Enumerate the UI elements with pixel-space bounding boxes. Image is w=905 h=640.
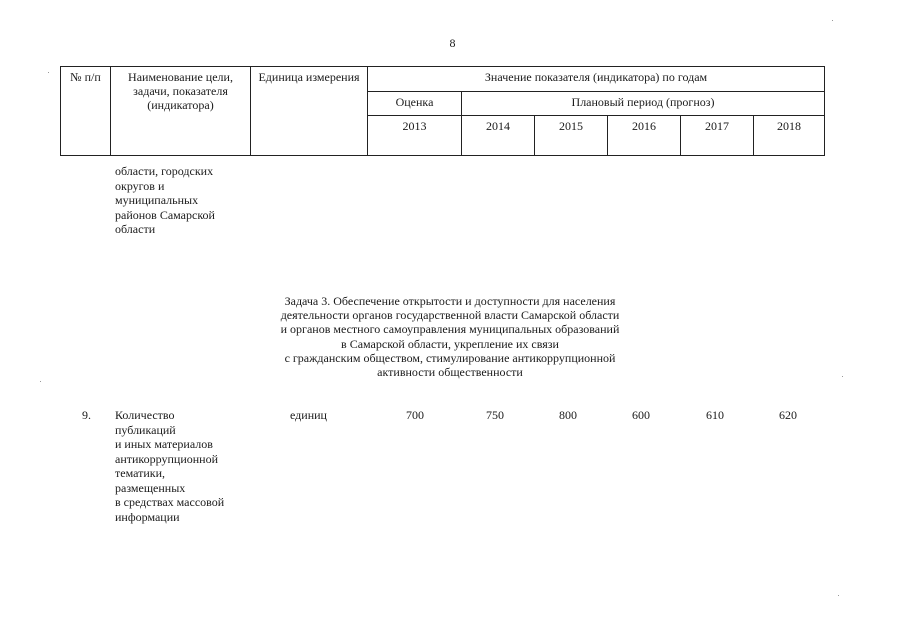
row-number: 9. [82, 408, 91, 422]
continuation-line: муниципальных [115, 193, 199, 207]
value-2013: 700 [406, 408, 424, 422]
header-num: № п/п [61, 67, 111, 156]
value-2014: 750 [486, 408, 504, 422]
indicator-name-line: информации [115, 509, 180, 524]
value-2016: 600 [632, 408, 650, 422]
task-line: Задача 3. Обеспечение открытости и доступности для населения [284, 294, 616, 308]
header-year: 2014 [462, 116, 535, 156]
indicator-name [115, 408, 255, 524]
scan-speck [48, 72, 49, 73]
task-line: и органов местного самоуправления муниципальных образований [280, 322, 620, 337]
task-line: с гражданским обществом, стимулирование антикоррупционной [284, 350, 616, 365]
task-line: активности общественности [377, 365, 523, 380]
indicator-name-line: тематики, [115, 466, 166, 480]
value-2017: 610 [706, 408, 724, 422]
scan-speck [842, 376, 843, 377]
indicator-name-line: антикоррупционной [115, 451, 219, 466]
scan-speck [40, 381, 41, 382]
continuation-line: районов Самарской [115, 207, 215, 222]
continuation-line: области, городских [115, 164, 214, 178]
task-line: деятельности органов государственной власти Самарской области [280, 308, 620, 323]
header-name: Наименование цели, задачи, показателя (индикатора) [111, 67, 251, 156]
page-number: 8 [449, 36, 456, 50]
header-unit: Единица измерения [251, 67, 368, 156]
continuation-line: области [115, 222, 156, 236]
header-estimate: Оценка [368, 92, 462, 116]
indicator-name-line: Количество [115, 408, 175, 422]
indicator-table-header [60, 66, 825, 156]
unit-value: единиц [290, 408, 327, 422]
task-line: в Самарской области, укрепление их связи [341, 336, 559, 351]
previous-row-continuation [115, 164, 245, 237]
indicator-name-line: и иных материалов [115, 437, 213, 451]
header-plan: Плановый период (прогноз) [462, 92, 825, 116]
value-2018: 620 [779, 408, 797, 422]
header-year: 2018 [754, 116, 825, 156]
header-year: 2016 [608, 116, 681, 156]
header-values: Значение показателя (индикатора) по годам [368, 67, 825, 92]
continuation-line: округов и [115, 178, 165, 193]
value-2015: 800 [559, 408, 577, 422]
header-year: 2017 [681, 116, 754, 156]
indicator-name-line: в средствах массовой [115, 495, 225, 509]
scan-speck [832, 20, 833, 21]
header-year: 2015 [535, 116, 608, 156]
scan-speck [838, 595, 839, 596]
indicator-name-line: размещенных [115, 480, 186, 495]
header-year: 2013 [368, 116, 462, 156]
indicator-name-line: публикаций [115, 422, 176, 437]
task-3-heading [200, 294, 700, 379]
